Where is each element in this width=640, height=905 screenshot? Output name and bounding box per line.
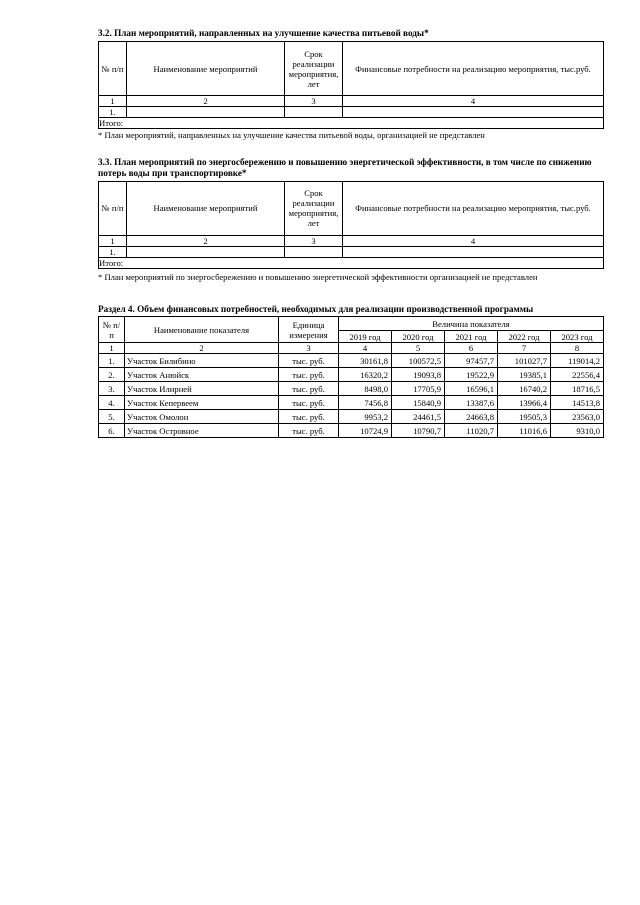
value-cell: 18716,5 [551,382,604,396]
col-number: 8 [551,343,604,354]
indicator-name: Участок Кепервеем [125,396,279,410]
row-number: 2. [99,368,125,382]
empty-cell [127,107,285,118]
col-number: 7 [498,343,551,354]
value-cell: 11016,6 [498,424,551,438]
value-cell: 8498,0 [339,382,392,396]
value-cell: 10724,9 [339,424,392,438]
row-number: 1. [99,246,127,257]
header-finance: Финансовые потребности на реализацию мероприятия, тыс.руб. [343,181,604,235]
document-page [98,28,604,438]
empty-cell [343,246,604,257]
total-label: Итого: [99,257,604,268]
header-year: 2022 год [498,331,551,343]
table-row [99,424,604,438]
indicator-name: Участок Островное [125,424,279,438]
col-number: 2 [127,96,285,107]
col-number: 2 [127,235,285,246]
row-number: 4. [99,396,125,410]
section-4-title: Раздел 4. Объем финансовых потребностей, необходимых для реализации производственной программы [98,304,534,314]
value-cell: 100572,5 [392,354,445,368]
unit-cell: тыс. руб. [279,368,339,382]
value-cell: 30161,8 [339,354,392,368]
row-number: 5. [99,410,125,424]
header-num: № п/п [99,181,127,235]
col-number: 4 [339,343,392,354]
empty-cell [127,246,285,257]
unit-cell: тыс. руб. [279,354,339,368]
col-number: 6 [445,343,498,354]
section-3-2-table [98,41,604,129]
value-cell: 15840,9 [392,396,445,410]
row-number: 3. [99,382,125,396]
unit-cell: тыс. руб. [279,396,339,410]
section-4-table [98,316,604,438]
value-cell: 24461,5 [392,410,445,424]
col-number: 4 [343,235,604,246]
header-unit: Единица измерения [279,317,339,343]
empty-cell [285,107,343,118]
table-row [99,354,604,368]
value-cell: 19522,9 [445,368,498,382]
empty-cell [343,107,604,118]
row-number: 1. [99,354,125,368]
table-header-row [99,42,604,96]
indicator-name: Участок Билибино [125,354,279,368]
value-cell: 7456,8 [339,396,392,410]
col-number: 3 [285,96,343,107]
value-cell: 10790,7 [392,424,445,438]
table-row [99,107,604,118]
header-year: 2023 год [551,331,604,343]
value-cell: 16320,2 [339,368,392,382]
header-term: Срок реализации мероприятия, лет [285,181,343,235]
unit-cell: тыс. руб. [279,410,339,424]
table-row [99,396,604,410]
header-year: 2021 год [445,331,498,343]
total-row [99,257,604,268]
header-finance: Финансовые потребности на реализацию мероприятия, тыс.руб. [343,42,604,96]
value-cell: 119014,2 [551,354,604,368]
value-cell: 13966,4 [498,396,551,410]
value-cell: 11020,7 [445,424,498,438]
table-header-row [99,181,604,235]
table-row [99,410,604,424]
value-cell: 22556,4 [551,368,604,382]
section-3-3-note: * План мероприятий по энергосбережению и повышению энергетической эффективности организацией не представлен [98,271,538,282]
col-number: 1 [99,343,125,354]
table-header-row [99,317,604,331]
value-cell: 14513,8 [551,396,604,410]
header-name: Наименование мероприятий [127,181,285,235]
section-3-2-title: 3.2. План мероприятий, направленных на улучшение качества питьевой воды* [98,28,429,38]
unit-cell: тыс. руб. [279,424,339,438]
table-row [99,368,604,382]
value-cell: 16596,1 [445,382,498,396]
header-name: Наименование мероприятий [127,42,285,96]
total-row [99,118,604,129]
table-row [99,246,604,257]
header-year: 2019 год [339,331,392,343]
value-cell: 13387,6 [445,396,498,410]
value-cell: 97457,7 [445,354,498,368]
total-label: Итого: [99,118,604,129]
value-cell: 101027,7 [498,354,551,368]
col-number: 3 [279,343,339,354]
col-number: 1 [99,235,127,246]
header-term: Срок реализации мероприятия, лет [285,42,343,96]
value-cell: 16740,2 [498,382,551,396]
col-number: 3 [285,235,343,246]
section-3-3-title: 3.3. План мероприятий по энергосбережению и повышению энергетической эффективности, в том числе по снижению потерь воды при транспортировке* [98,156,592,178]
col-number: 2 [125,343,279,354]
table-number-row [99,235,604,246]
indicator-name: Участок Анюйск [125,368,279,382]
col-number: 4 [343,96,604,107]
value-cell: 19093,8 [392,368,445,382]
table-row [99,382,604,396]
unit-cell: тыс. руб. [279,382,339,396]
value-cell: 9953,2 [339,410,392,424]
indicator-name: Участок Илирней [125,382,279,396]
header-value: Величина показателя [339,317,604,331]
row-number: 1. [99,107,127,118]
value-cell: 24663,8 [445,410,498,424]
section-3-2-note: * План мероприятий, направленных на улучшение качества питьевой воды, организацией не представлен [98,130,485,140]
col-number: 1 [99,96,127,107]
value-cell: 23563,0 [551,410,604,424]
header-name: Наименование показателя [125,317,279,343]
value-cell: 9310,0 [551,424,604,438]
header-year: 2020 год [392,331,445,343]
section-4-body [99,354,604,438]
row-number: 6. [99,424,125,438]
value-cell: 19505,3 [498,410,551,424]
col-number: 5 [392,343,445,354]
header-num: № п/п [99,42,127,96]
table-number-row [99,343,604,354]
section-3-3-table [98,181,604,269]
empty-cell [285,246,343,257]
value-cell: 17705,9 [392,382,445,396]
header-num: № п/п [99,317,125,343]
indicator-name: Участок Омолон [125,410,279,424]
value-cell: 19385,1 [498,368,551,382]
table-number-row [99,96,604,107]
